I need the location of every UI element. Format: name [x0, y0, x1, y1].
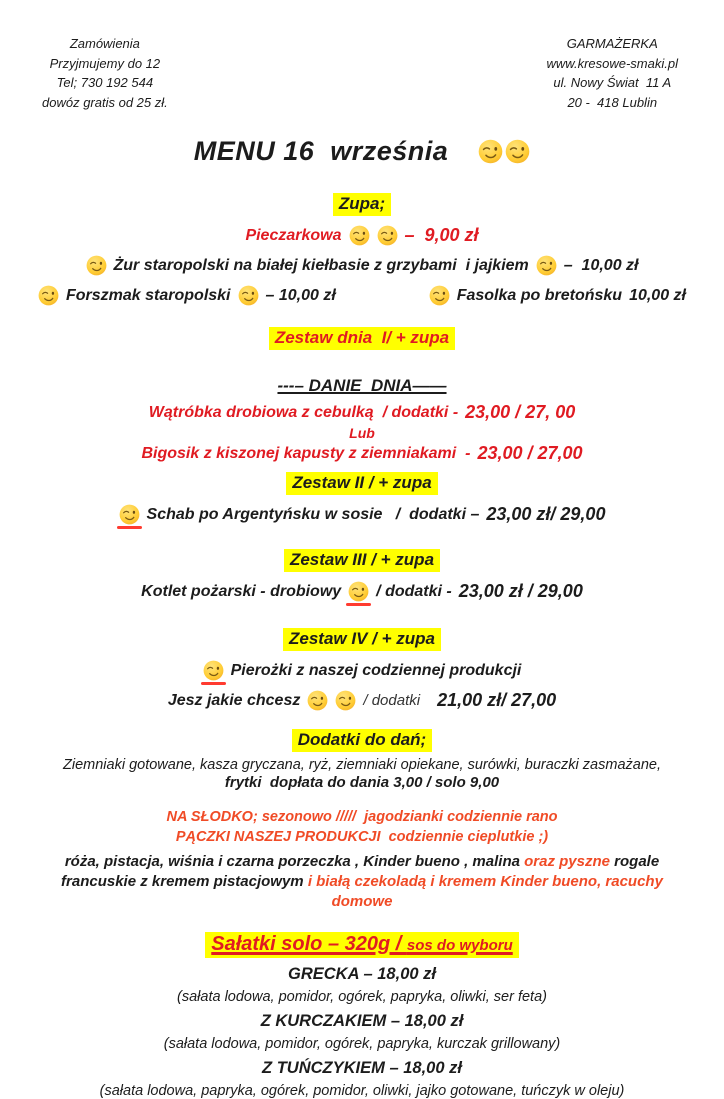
wink-emoji-icon [203, 660, 224, 681]
menu-title: MENU 16 września [193, 136, 449, 166]
section-zestaw4-header: Zestaw IV / + zupa [283, 628, 441, 651]
underlined-emoji [203, 660, 224, 681]
item-price: 23,00 / 27, 00 [465, 402, 576, 422]
item-name: Bigosik z kiszonej kapusty z ziemniakami - [141, 444, 471, 462]
wink-emoji-icon [429, 285, 450, 306]
salad-name-price: Z KURCZAKIEM – 18,00 zł [260, 1012, 464, 1031]
flavors-red: i białą czekoladą i kremem Kinder bueno, racuchy domowe [307, 872, 668, 911]
section-salatki [30, 932, 694, 958]
item-name: Pierożki z naszej codziennej produkcji [230, 661, 522, 679]
item-name: Fasolka po bretońsku [456, 286, 623, 304]
section-dodatki-header: Dodatki do dań; [292, 729, 432, 752]
wink-emoji-icon [86, 255, 107, 276]
section-salatki-header [205, 932, 519, 958]
item-mid: / dodatki - [376, 582, 452, 600]
salad-name-price: GRECKA – 18,00 zł [288, 965, 436, 984]
item-price: 23,00 zł/ 29,00 [486, 504, 606, 524]
na-slodko-flavors [30, 852, 694, 913]
salad-item-desc [30, 989, 694, 1005]
item-name: Pieczarkowa [245, 226, 342, 244]
section-zupa [30, 193, 694, 216]
order-info-line: Przyjmujemy do 12 [49, 55, 161, 71]
order-info [42, 34, 168, 112]
section-zestaw2 [30, 472, 694, 495]
item-mid: / dodatki [363, 692, 421, 709]
item-name: Schab po Argentyńsku w sosie / dodatki – [146, 505, 480, 523]
wink-emoji-icon [377, 225, 398, 246]
menu-item-forszmak [38, 285, 336, 306]
salad-item-title [30, 1059, 694, 1078]
restaurant-website: www.kresowe-smaki.pl [546, 55, 678, 71]
section-zestaw4 [30, 628, 694, 651]
menu-item-zur [30, 255, 694, 276]
wink-emoji-icon [349, 225, 370, 246]
lub-line [30, 425, 694, 441]
underlined-emoji [348, 581, 369, 602]
wink-emoji-icon [238, 285, 259, 306]
item-price: 23,00 zł / 29,00 [458, 581, 583, 601]
wink-emoji-icon [307, 690, 328, 711]
dodatki-list [30, 757, 694, 773]
danie-dnia-title: ---– DANIE DNIA—— [277, 376, 447, 395]
menu-item-jesz [30, 690, 694, 711]
section-zestaw1 [30, 327, 694, 350]
salad-item-desc [30, 1083, 694, 1099]
salad-ingredients: (sałata lodowa, pomidor, ogórek, papryka, oliwki, ser feta) [177, 989, 547, 1006]
wink-emoji-icon [478, 139, 503, 164]
item-price: 10,00 zł [629, 286, 686, 304]
flavors-black: róża, pistacja, wiśnia i czarna porzeczka , Kinder bueno , malina [64, 852, 525, 870]
wink-emoji-icon [335, 690, 356, 711]
salad-name-price: Z TUŃCZYKIEM – 18,00 zł [262, 1059, 462, 1078]
item-name: Żur staropolski na białej kiełbasie z grzybami i jajkiem [113, 256, 529, 274]
menu-item-kotlet [30, 581, 694, 602]
dodatki-line2: frytki dopłata do dania 3,00 / solo 9,00 [224, 774, 500, 791]
salad-item-title [30, 1012, 694, 1031]
underlined-emoji [119, 504, 140, 525]
section-zestaw1-header: Zestaw dnia I/ + zupa [269, 327, 455, 350]
menu-item-pierozki [30, 660, 694, 681]
salatki-header-main: Sałatki solo – 320g / [211, 933, 407, 956]
wink-emoji-icon [505, 139, 530, 164]
page-header [30, 34, 694, 112]
salad-ingredients: (sałata lodowa, pomidor, ogórek, papryka, kurczak grillowany) [163, 1036, 561, 1053]
section-na-slodko [30, 807, 694, 848]
salad-ingredients: (sałata lodowa, papryka, ogórek, pomidor, oliwki, jajko gotowane, tuńczyk w oleju) [99, 1083, 625, 1099]
salad-item-desc [30, 1036, 694, 1052]
item-price: – 10,00 zł [265, 286, 336, 304]
section-zupa-header: Zupa; [333, 193, 391, 216]
order-info-line: Tel; 730 192 544 [56, 75, 154, 90]
soup-row [38, 285, 686, 306]
restaurant-name: GARMAŻERKA [566, 36, 658, 51]
flavors-red: oraz pyszne [524, 852, 615, 870]
danie-dnia-line [30, 376, 694, 396]
restaurant-city: 20 - 418 Lublin [567, 94, 658, 110]
order-info-line: Zamówienia [69, 36, 140, 51]
lub-label: Lub [349, 425, 375, 441]
menu-item-watrobka [30, 402, 694, 423]
item-name: Kotlet pożarski - drobiowy [141, 582, 342, 600]
item-name: Forszmak staropolski [66, 286, 231, 304]
salad-item-title [30, 965, 694, 984]
item-price: 23,00 / 27,00 [477, 443, 583, 463]
flavors-black: rogale francuskie z kremem pistacjowym [61, 852, 664, 890]
section-zestaw3-header: Zestaw III / + zupa [284, 549, 440, 572]
menu-item-fasolka [429, 285, 686, 306]
item-price: – 10,00 zł [563, 256, 639, 274]
restaurant-address: ul. Nowy Świat 11 A [553, 75, 672, 90]
wink-emoji-icon [348, 581, 369, 602]
wink-emoji-icon [119, 504, 140, 525]
item-name: Wątróbka drobiowa z cebulką / dodatki - [148, 403, 459, 421]
salatki-header-small: sos do wyboru [406, 937, 513, 955]
dodatki-frytki [30, 774, 694, 791]
restaurant-info [547, 34, 678, 112]
order-info-line: dowóz gratis od 25 zł. [42, 94, 168, 110]
menu-title-line [30, 136, 694, 167]
section-zestaw2-header: Zestaw II / + zupa [286, 472, 437, 495]
section-dodatki [30, 729, 694, 752]
na-slodko-line1: NA SŁODKO; sezonowo ///// jagodzianki codziennie rano [166, 809, 558, 825]
item-price: 21,00 zł/ 27,00 [437, 690, 557, 710]
menu-item-pieczarkowa [30, 225, 694, 246]
item-price: – 9,00 zł [404, 225, 479, 245]
menu-item-schab [30, 504, 694, 525]
dodatki-line1: Ziemniaki gotowane, kasza gryczana, ryż, ziemniaki opiekane, surówki, buraczki zasmażane, [63, 757, 661, 773]
wink-emoji-icon [536, 255, 557, 276]
menu-item-bigosik [30, 443, 694, 464]
section-zestaw3 [30, 549, 694, 572]
wink-emoji-icon [38, 285, 59, 306]
item-name: Jesz jakie chcesz [167, 691, 301, 709]
na-slodko-line2: PĄCZKI NASZEJ PRODUKCJI codziennie cieplutkie ;) [175, 829, 549, 846]
title-emojis [478, 139, 530, 164]
